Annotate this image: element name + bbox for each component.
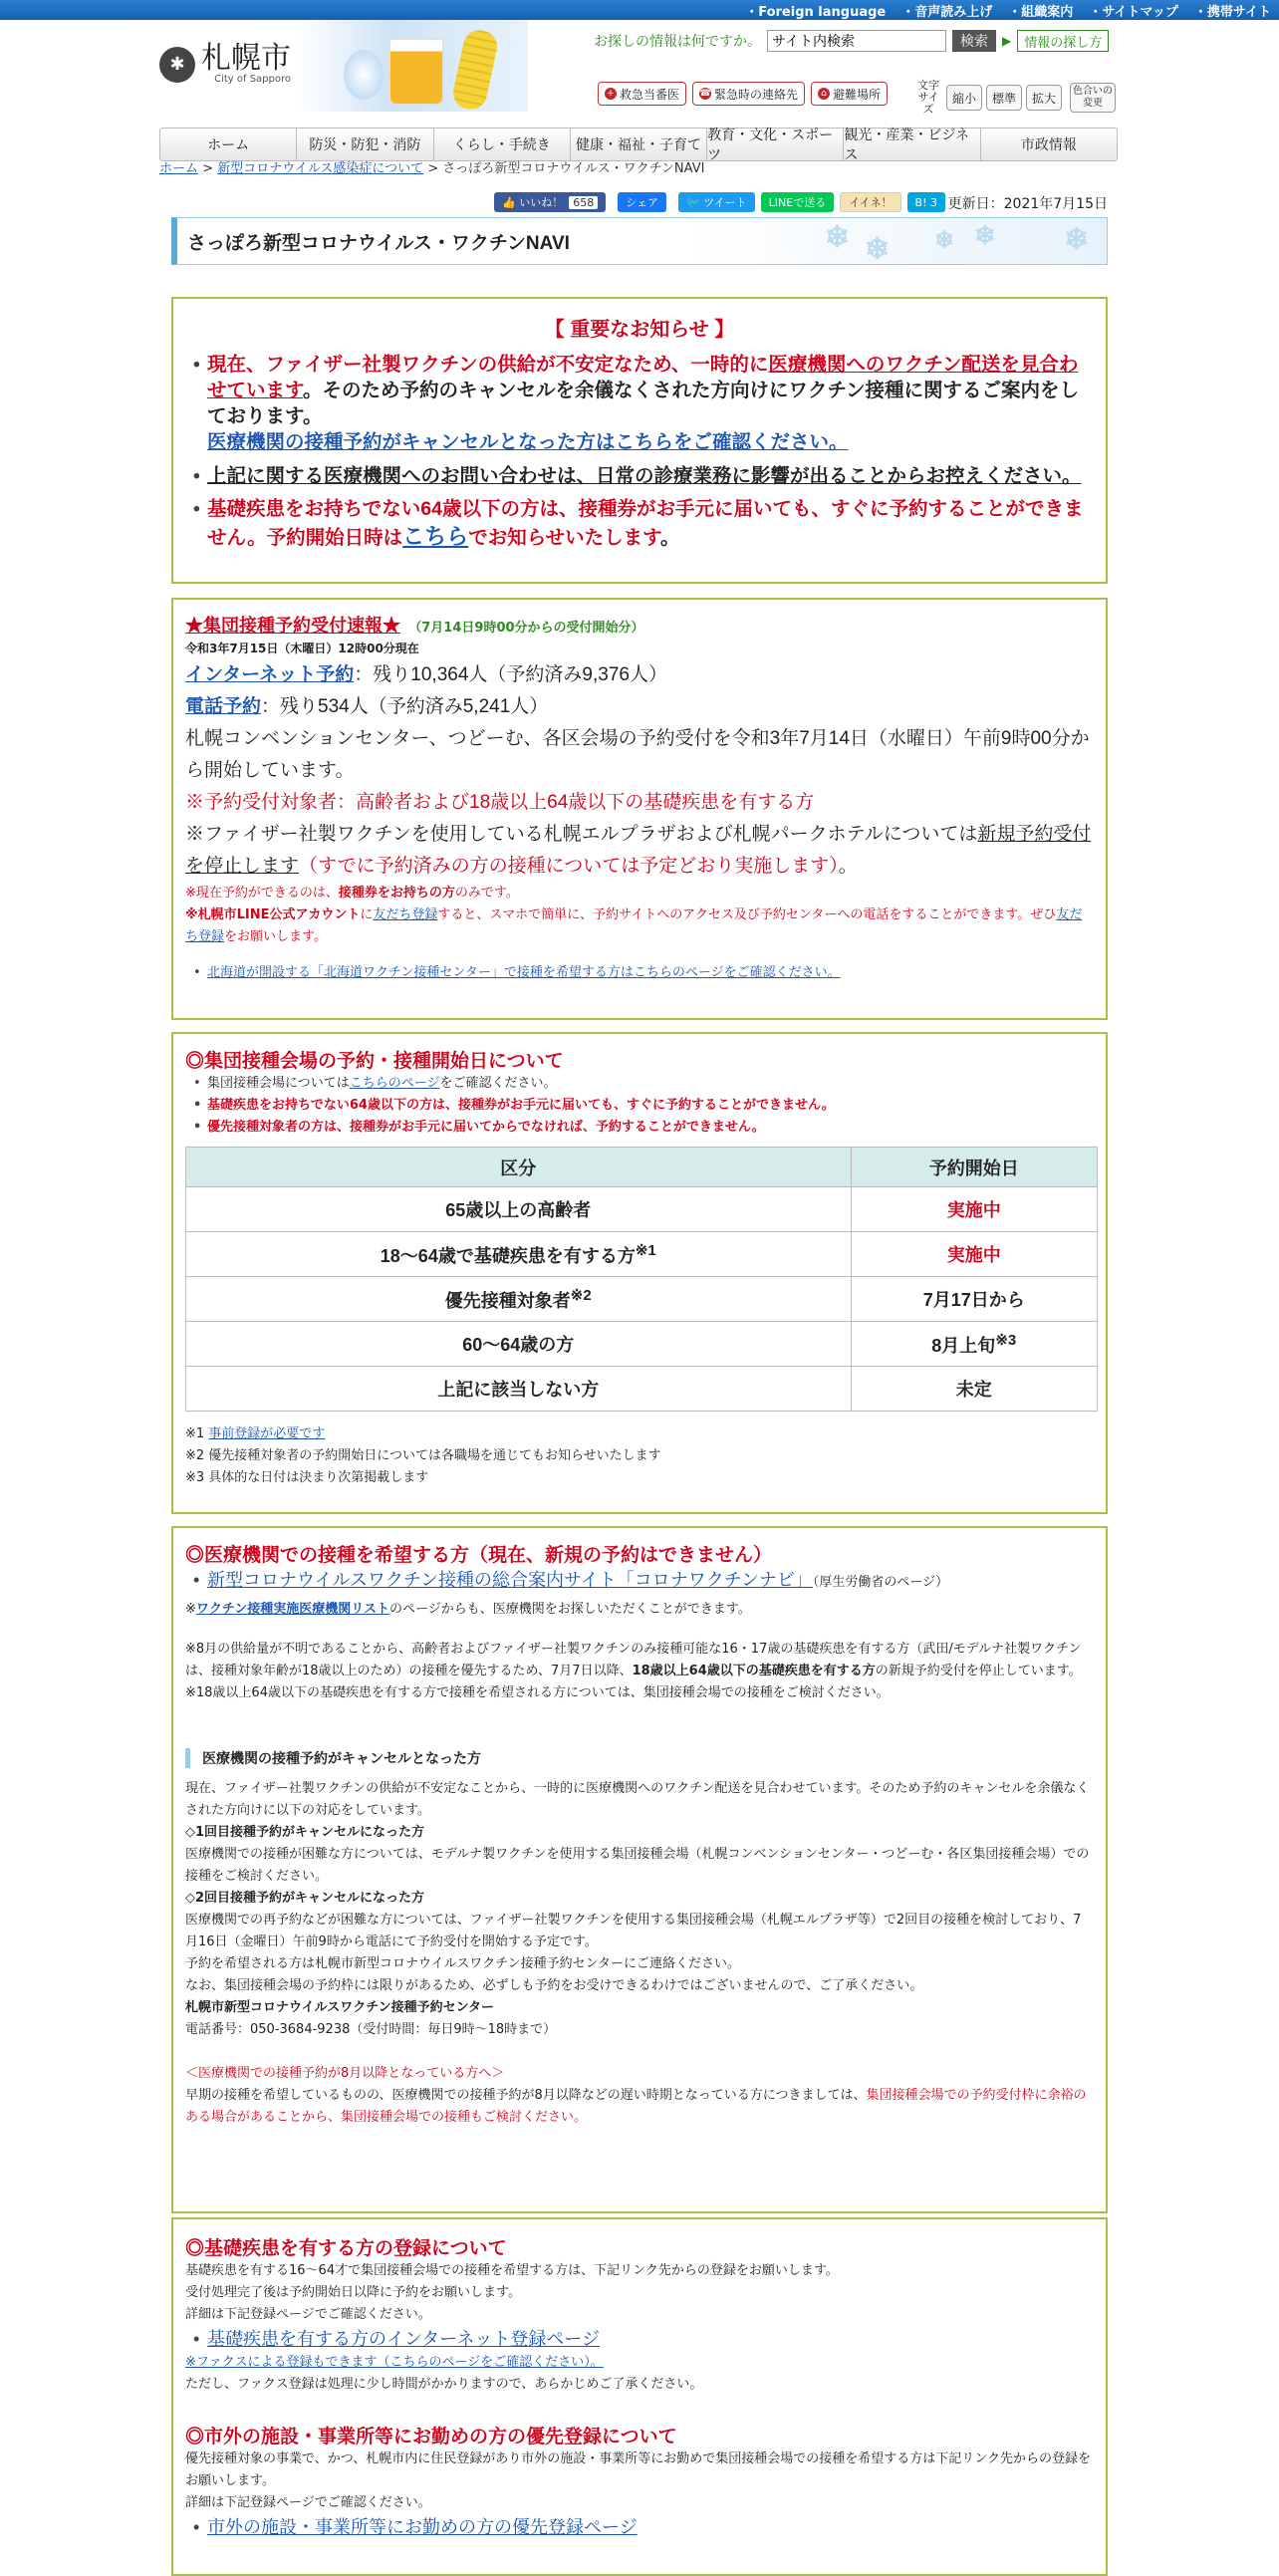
breadcrumb-separator: > [202,161,214,176]
footnote-3: ※3 具体的な日付は決まり次第掲載します [185,1470,429,1485]
notice-text-red-underline: 医療機関へのワクチン配送を見合わせています [207,354,1079,401]
cancel-subheading: 医療機関の接種予約がキャンセルとなった方 [185,1748,1094,1768]
august-text-red: 集団接種会場での予約受付枠に余裕のある場合があることから、集団接種会場での接種もご検討ください。 [185,2088,1087,2125]
row-start [851,1367,1097,1412]
table-row [186,1187,1098,1232]
venue-page-link[interactable]: こちらのページ [349,1076,440,1091]
list-suffix: のページからも、医療機関をお探しいただくことができます。 [389,1602,751,1617]
site-logo[interactable] [159,41,291,85]
registration-title: ◎基礎疾患を有する方の登録について [185,2238,507,2259]
sitemap-link[interactable]: ・ サイトマップ [1089,1,1178,20]
outside-workers-title: ◎市外の施設・事業所等にお勤めの方の優先登録について [185,2427,677,2447]
footnote-1 [185,1423,1094,1445]
table-row [186,1322,1098,1367]
facebook-like-button[interactable] [494,192,606,212]
thumbs-up-icon: 👍 [502,195,520,209]
nav-home[interactable]: ホーム [160,129,297,160]
pfizer-text-end: 。 [838,856,858,877]
nav-tourism[interactable]: 観光・産業・ビジネス [844,129,980,160]
start-text: 7月17日から [922,1290,1025,1310]
evacuation-site-label: 避難場所 [833,87,882,102]
find-info-button[interactable]: 情報の探し方 [1017,30,1109,52]
second-dose-text: 医療機関での再予約などが困難な方については、ファイザー社製ワクチンを使用する集団接種会場（札幌エルプラザ等）で2回目の接種を検討しており、7月16日（金曜日）午前9時から電話にて予約受付を開始する予定です。 [185,1913,1082,1949]
row-start [851,1187,1097,1232]
social-buttons [494,192,945,212]
footnote-2: ※2 優先接種対象者の予約開始日については各職場を通じてもお知らせいたします [185,1448,661,1463]
global-nav [159,128,1118,161]
clinic-link-item [185,1567,1094,1595]
note2-d: をお願いします。 [224,929,327,944]
note1-a: ※現在予約ができるのは、 [185,886,339,901]
text-size-large-button[interactable]: 拡大 [1026,85,1062,111]
updated-date: 更新日：2021年7月15日 [947,196,1108,212]
start-text: 8月上旬 [931,1335,996,1356]
internet-registration-link[interactable]: 基礎疾患を有する方のインターネット登録ページ [207,2329,601,2349]
important-notice-title: 【 重要なお知らせ 】 [544,319,735,341]
registration-link-item [185,2326,1094,2352]
nav-health[interactable]: 健康・福祉・子育て [571,129,707,160]
note2-c: すると、スマホで簡単に、予約サイトへのアクセス及び予約センターへの電話をすることができます。ぜひ [437,907,1057,922]
notice-basic-disease-text: 基礎疾患をお持ちでない64歳以下の方は、接種券がお手元に届いても、すぐに予約することができません。予約開始日時は [207,498,1084,549]
schedule-b1-a: 集団接種会場については [207,1076,350,1091]
august-text-a: 早期の接種を希望しているものの、医療機関での接種予約が8月以降などの遅い時期となっている方につきましては、 [185,2088,867,2103]
first-dose-text: 医療機関での接種が困難な方については、モデルナ製ワクチンを使用する集団接種会場（札幌コンベンションセンター・つどーむ・各区集団接種会場）での接種をご検討ください。 [185,1847,1090,1884]
second-dose-text-2: 予約を希望される方は札幌市新型コロナウイルスワクチン接種予約センターにご連絡ください。 [185,1956,741,1971]
evacuation-icon: ⌂ [818,88,830,100]
notice-item: • 基礎疾患をお持ちでない64歳以下の方は、接種券がお手元に届いても、すぐに予約することができません。予約開始日時はこちらでお知らせいたします。 [185,495,1094,552]
notice-item [185,463,1094,489]
august-heading: ＜医療機関での接種予約が8月以降となっている方へ＞ [185,2066,505,2081]
row-category [186,1277,852,1322]
pfizer-text [185,819,1094,883]
phone-reservation-row [185,691,1094,723]
search-button[interactable]: 検索 [952,30,996,52]
snowflake-icon: ❄ [825,221,851,254]
corona-vaccine-navi-link[interactable]: 新型コロナウイルスワクチン接種の総合案内サイト「コロナワクチンナビ」 [207,1570,813,1590]
page-title-text: さっぽろ新型コロナウイルス・ワクチンNAVI [187,232,570,254]
clinic-list-text [185,1599,1094,1621]
venue-text: 札幌コンベンションセンター、つどーむ、各区会場の予約受付を令和3年7月14日（水曜日）午前9時00分から開始しています。 [185,728,1090,781]
snowflake-icon: ❄ [1064,223,1090,256]
clinic-note-b: 18歳以上64歳以下の基礎疾患を有する方 [632,1664,876,1678]
sapporo-emblem-icon: ✱ [159,47,195,83]
foreign-language-link[interactable]: ・ Foreign language [745,1,886,20]
breadcrumb-parent[interactable]: 新型コロナウイルス感染症について [217,161,424,176]
logo-text: 札幌市 [201,41,291,76]
schedule-box [171,1032,1108,1514]
breadcrumb-separator: > [427,161,439,176]
snowflake-icon: ❄ [934,227,955,254]
second-dose-heading: ◇2回目接種予約がキャンセルになった方 [185,1891,425,1906]
like-count: 658 [569,196,598,209]
note-ticket-holders [185,883,1094,904]
fax-note: ただし、ファクス登録は処理に少し時間がかかりますので、あらかじめご了承ください。 [185,2377,703,2392]
color-change-button[interactable]: 色合いの変更 [1070,83,1116,113]
notice-text: 。そのため予約のキャンセルを余儀なくされた方向けにワクチン接種に関するご案内をしております。 [207,380,1079,427]
pfizer-text-a: ※ファイザー社製ワクチンを使用している札幌エルプラザおよび札幌パークホテルについては [185,824,978,845]
category-text: 優先接種対象者 [444,1290,571,1311]
row-start [851,1232,1097,1277]
emergency-links [598,82,888,106]
hokkaido-center-item [185,962,1094,984]
schedule-title: ◎集団接種会場の予約・接種開始日について [185,1051,564,1072]
schedule-bullet [185,1073,1094,1095]
note1-b: 接種券をお持ちの方 [338,886,455,901]
breadcrumb [159,157,704,176]
schedule-here-link[interactable]: こちら [402,524,469,549]
category-text: 60～64歳の方 [462,1335,575,1355]
search-prompt: お探しの情報は何ですか。 [594,34,761,50]
clinic-note [185,1639,1094,1682]
category-footnote: ※1 [635,1241,656,1259]
row-start [851,1277,1097,1322]
outside-workers-text-2: 詳細は下記登録ページでご確認ください。 [185,2495,431,2510]
internet-reservation-link[interactable]: インターネット予約 [185,664,355,685]
schedule-b1-b: をご確認ください。 [439,1076,557,1091]
mixi-iine-button[interactable]: イイネ！ [840,192,900,212]
reservation-center-tel: 電話番号：050-3684-9238（受付時間：毎日9時～18時まで） [185,2022,557,2037]
start-text: 実施中 [946,1200,1001,1220]
emergency-contact-label: 緊急時の連絡先 [714,87,799,102]
reservation-center-name: 札幌市新型コロナウイルスワクチン接種予約センター [185,2000,495,2015]
text-to-speech-link[interactable]: ・ 音声読み上げ [901,1,992,20]
registration-text-2: 受付処理完了後は予約開始日以降に予約をお願いします。 [185,2285,521,2300]
schedule-bullet: • 基礎疾患をお持ちでない64歳以下の方は、接種券がお手元に届いても、すぐに予約することができません。 [185,1095,1094,1117]
like-label: いいね！ [519,196,564,209]
target-text: ※予約受付対象者：高齢者および18歳以上64歳以下の基礎疾患を有する方 [185,792,815,813]
line-friend-link[interactable]: 友だち登録 [373,907,438,922]
arrow-right-icon: ▶ [1002,34,1012,48]
site-header [0,20,1279,163]
note2-b: に [360,907,374,922]
category-footnote: ※2 [570,1286,592,1304]
internet-remaining: ：残り10,364人（予約済み9,376人） [354,664,667,685]
fn1-prefix: ※1 [185,1426,209,1441]
row-category [186,1322,852,1367]
tweet-label: ツイート [703,196,747,209]
hokkaido-center-link[interactable]: 北海道が開設する「北海道ワクチン接種センター」で接種を希望する方はこちらのページをご確認ください。 [207,965,841,980]
mobile-site-link[interactable]: ・ 携帯サイト [1194,1,1271,20]
phone-remaining: ：残り534人（予約済み5,241人） [261,696,549,717]
list-prefix: ※ [185,1602,196,1617]
emergency-contact-button[interactable] [692,82,805,106]
twitter-bird-icon: 🐦 [685,195,704,209]
reservation-status-note: （7月14日9時00分からの受付開始分） [408,621,644,636]
emergency-doctor-button[interactable] [598,82,686,106]
text-size-controls [914,80,1116,116]
fax-registration-link[interactable]: ※ファクスによる登録もできます（こちらのページをご確認ください）。 [185,2355,604,2370]
clinic-list-link[interactable]: ワクチン接種実施医療機関リスト [195,1602,389,1617]
important-notice-box [171,297,1108,584]
snowflake-icon: ❄ [974,220,996,250]
pre-registration-link[interactable]: 事前登録が必要です [208,1426,326,1441]
table-row [186,1232,1098,1277]
search-input[interactable] [767,30,946,52]
notice-text-red: 現在、ファイザー社製ワクチンの供給が不安定なため、一時的に [207,354,769,376]
clinic-note-2: ※18歳以上64歳以下の基礎疾患を有する方で接種を希望される方については、集団接種会場での接種をご検討ください。 [185,1685,890,1700]
snowflake-icon: ❄ [865,233,891,266]
internet-reservation-row [185,659,1094,691]
beer-image [388,38,444,106]
table-row [186,1367,1098,1412]
organization-link[interactable]: ・ 組織案内 [1008,1,1073,20]
notice-announce-text: でお知らせいたします [468,527,661,549]
breadcrumb-current: さっぽろ新型コロナウイルス・ワクチンNAVI [442,161,705,176]
reservation-status-title: ★集団接種予約受付速報★ [185,616,400,636]
august-text [185,2085,1094,2129]
registration-box [171,2217,1108,2576]
category-text: 65歳以上の高齢者 [445,1200,592,1220]
phone-icon: ☎ [699,89,711,99]
text-size-label: 文字サイズ [917,79,939,116]
line-friend-link-2[interactable]: 友だち登録 [185,907,1083,944]
fax-registration-item [185,2352,1094,2374]
site-search [594,30,1109,52]
cancel-info-link[interactable]: 医療機関の接種予約がキャンセルとなった方はこちらをご確認ください。 [207,431,849,453]
start-text: 実施中 [946,1245,1001,1265]
evacuation-site-button[interactable] [811,82,888,106]
clinic-title: ◎医療機関での接種を希望する方（現在、新規の予約はできません） [185,1545,773,1566]
text-size-small-button[interactable]: 縮小 [946,85,982,111]
cancel-text: 現在、ファイザー社製ワクチンの供給が不安定なことから、一時的に医療機関へのワクチン配送を見合わせています。そのため予約のキャンセルを余儀なくされた方向けに以下の対応をしています。 [185,1781,1090,1818]
registration-text-1: 基礎疾患を有する16～64才で集団接種会場での接種を希望する方は、下記リンク先からの登録をお願いします。 [185,2263,839,2278]
table-header-start: 予約開始日 [851,1148,1097,1187]
second-dose-text-3: なお、集団接種会場の予約枠には限りがあるため、必ずしも予約をお受けできるわけではございませんので、ご了承ください。 [185,1978,923,1993]
category-text: 上記に該当しない方 [437,1380,600,1400]
schedule-table [185,1147,1098,1412]
nav-city-info[interactable]: 市政情報 [1020,137,1077,153]
top-utility-bar [0,0,1279,20]
row-category [186,1187,852,1232]
nav-disaster[interactable]: 防災・防犯・消防 [297,129,433,160]
page-title [171,217,1108,265]
schedule-bullet: • 優先接種対象者の方は、接種券がお手元に届いてからでなければ、予約することができません。 [185,1117,1094,1139]
table-header-category: 区分 [186,1148,852,1187]
pfizer-text-underline: 新規予約受付を停止します [185,824,1092,877]
mhlw-note: （厚生労働省のページ） [812,1574,949,1589]
pfizer-text-red: （すでに予約済みの方の接種については予定どおり実施します） [299,856,839,877]
status-as-of: 令和3年7月15日（木曜日）12時00分現在 [185,642,419,655]
tweet-button[interactable] [678,192,755,212]
cross-icon: + [605,88,617,100]
clinic-note-a: ※8月の供給量が不明であることから、高齢者およびファイザー社製ワクチンのみ接種可能な16・17歳の基礎疾患を有する方（武田/モデルナ社製ワクチンは、接種対象年齢が18歳以上のため）の接種を優先するため、7月7日以降、 [185,1642,1082,1678]
note1-c: のみです。 [454,886,519,901]
nav-living[interactable]: くらし・手続き [434,129,571,160]
category-text: 18～64歳で基礎疾患を有する方 [380,1245,636,1266]
first-dose-heading: ◇1回目接種予約がキャンセルになった方 [185,1825,425,1840]
registration-text-3: 詳細は下記登録ページでご確認ください。 [185,2307,431,2322]
breadcrumb-home[interactable]: ホーム [159,161,199,176]
line-account-name: ※札幌市LINE公式アカウント [185,907,361,922]
note-line-account [185,904,1094,948]
reservation-status-box [171,598,1108,1020]
outside-workers-link-item [185,2514,1094,2540]
nav-education[interactable]: 教育・文化・スポーツ [707,129,844,160]
table-row [186,1277,1098,1322]
clinic-note-c: の新規予約受付を停止しています。 [875,1664,1082,1678]
hatena-bookmark-button[interactable]: B! 3 [907,192,945,212]
outside-workers-text-1: 優先接種対象の事業で、かつ、札幌市内に住民登録があり市外の施設・事業所等にお勤めで集団接種会場での接種を希望する方は下記リンク先からの登録をお願いします。 [185,2451,1091,2488]
emergency-doctor-label: 救急当番医 [620,87,680,102]
text-size-normal-button[interactable]: 標準 [986,85,1022,111]
water-splash-image [344,50,384,100]
notice-inquiry-text: 上記に関する医療機関へのお問い合わせは、日常の診療業務に影響が出ることからお控えください。 [207,465,1082,487]
phone-reservation-link[interactable]: 電話予約 [185,696,262,717]
facebook-share-button[interactable]: シェア [618,192,666,212]
start-text: 未定 [955,1380,992,1400]
clinic-box [171,1526,1108,2213]
row-category [186,1367,852,1412]
logo-subtext: City of Sapporo [214,74,291,85]
line-share-button[interactable]: LINEで送る [761,192,835,212]
table-header-row [186,1148,1098,1187]
row-category [186,1232,852,1277]
notice-item [185,352,1094,455]
outside-workers-link[interactable]: 市外の施設・事業所等にお勤めの方の優先登録ページ [207,2517,638,2537]
row-start [851,1322,1097,1367]
start-footnote: ※3 [995,1331,1017,1349]
